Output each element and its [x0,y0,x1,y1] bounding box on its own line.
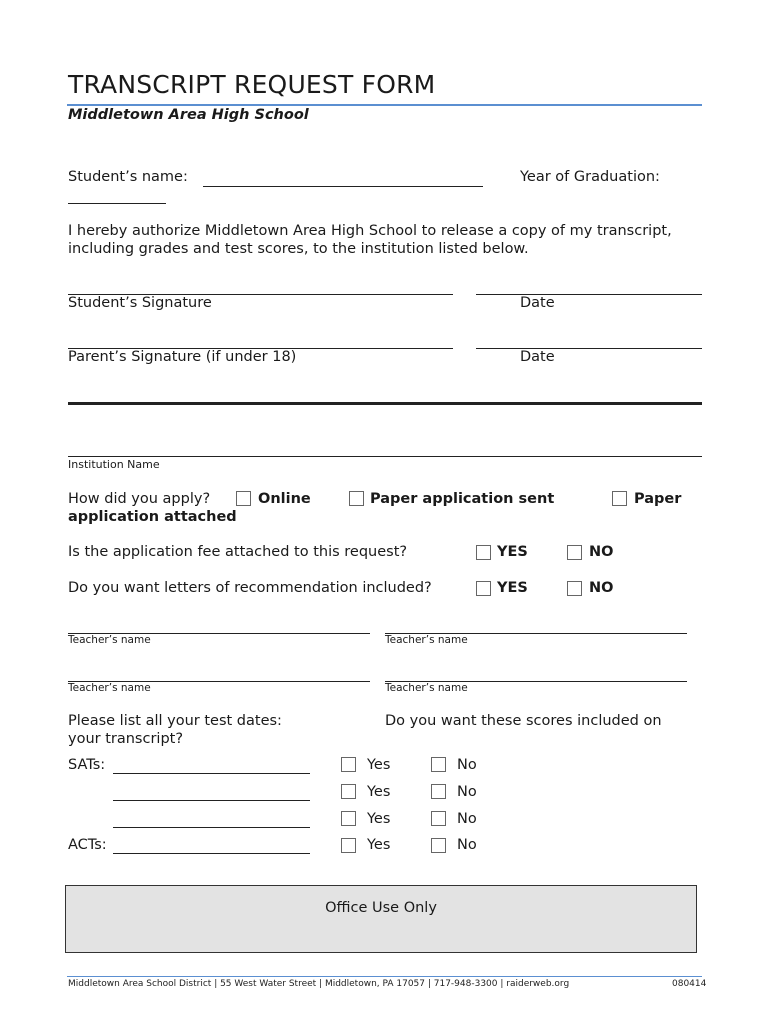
teacher-name-label: Teacher’s name [385,634,468,646]
score-yes-checkbox[interactable] [341,838,356,853]
test-dates-prompt-cont: your transcript? [68,731,184,747]
score-no-label: No [457,757,477,773]
fee-no-checkbox[interactable] [567,545,582,560]
sat-date-field[interactable] [113,827,310,828]
parent-date-label: Date [520,349,555,365]
test-dates-prompt: Please list all your test dates: [68,713,282,729]
score-yes-label: Yes [367,784,391,800]
online-option-label: Online [258,491,311,507]
office-use-box [65,885,697,953]
section-divider [68,402,702,405]
score-yes-checkbox[interactable] [341,811,356,826]
authorization-line-1: I hereby authorize Middletown Area High School to release a copy of my transcript, [68,223,672,239]
letters-question: Do you want letters of recommendation included? [68,580,432,596]
act-date-field[interactable] [113,853,310,854]
teacher-name-label: Teacher’s name [68,634,151,646]
teacher-name-label: Teacher’s name [385,682,468,694]
sat-date-field[interactable] [113,773,310,774]
score-yes-label: Yes [367,811,391,827]
graduation-year-field[interactable] [68,203,166,204]
score-no-checkbox[interactable] [431,757,446,772]
parent-date-field[interactable] [476,348,702,349]
office-use-label: Office Use Only [325,900,437,916]
letters-yes-checkbox[interactable] [476,581,491,596]
sat-date-field[interactable] [113,800,310,801]
sats-label: SATs: [68,757,106,773]
student-name-label: Student’s name: [68,169,188,185]
footer-address: Middletown Area School District | 55 West Water Street | Middletown, PA 17057 | 717-948-3300 | raiderweb.org [68,979,570,989]
parent-signature-label: Parent’s Signature (if under 18) [68,349,297,365]
student-date-field[interactable] [476,294,702,295]
online-checkbox[interactable] [236,491,251,506]
score-no-label: No [457,811,477,827]
student-signature-label: Student’s Signature [68,295,212,311]
school-name: Middletown Area High School [68,107,309,123]
application-attached-label: application attached [68,509,237,525]
fee-yes-label: YES [497,544,528,560]
scores-included-question: Do you want these scores included on [385,713,662,729]
score-no-checkbox[interactable] [431,811,446,826]
institution-name-field[interactable] [68,456,702,457]
letters-no-checkbox[interactable] [567,581,582,596]
score-no-checkbox[interactable] [431,838,446,853]
paper-option-label: Paper [634,491,682,507]
student-date-label: Date [520,295,555,311]
teacher-name-label: Teacher’s name [68,682,151,694]
letters-yes-label: YES [497,580,528,596]
paper-checkbox[interactable] [612,491,627,506]
acts-label: ACTs: [68,837,107,853]
paper-sent-checkbox[interactable] [349,491,364,506]
score-yes-label: Yes [367,757,391,773]
institution-name-label: Institution Name [68,458,160,471]
score-yes-label: Yes [367,837,391,853]
letters-no-label: NO [589,580,614,596]
student-name-field[interactable] [203,186,483,187]
score-yes-checkbox[interactable] [341,757,356,772]
title-divider [67,104,702,106]
fee-no-label: NO [589,544,614,560]
authorization-line-2: including grades and test scores, to the institution listed below. [68,241,529,257]
footer-divider [67,976,702,977]
score-no-label: No [457,784,477,800]
apply-question: How did you apply? [68,491,211,507]
graduation-year-label: Year of Graduation: [520,169,660,185]
fee-yes-checkbox[interactable] [476,545,491,560]
score-yes-checkbox[interactable] [341,784,356,799]
score-no-label: No [457,837,477,853]
footer-form-code: 080414 [672,979,707,989]
paper-sent-option-label: Paper application sent [370,491,555,507]
form-title: TRANSCRIPT REQUEST FORM [68,70,436,99]
fee-question: Is the application fee attached to this request? [68,544,408,560]
score-no-checkbox[interactable] [431,784,446,799]
